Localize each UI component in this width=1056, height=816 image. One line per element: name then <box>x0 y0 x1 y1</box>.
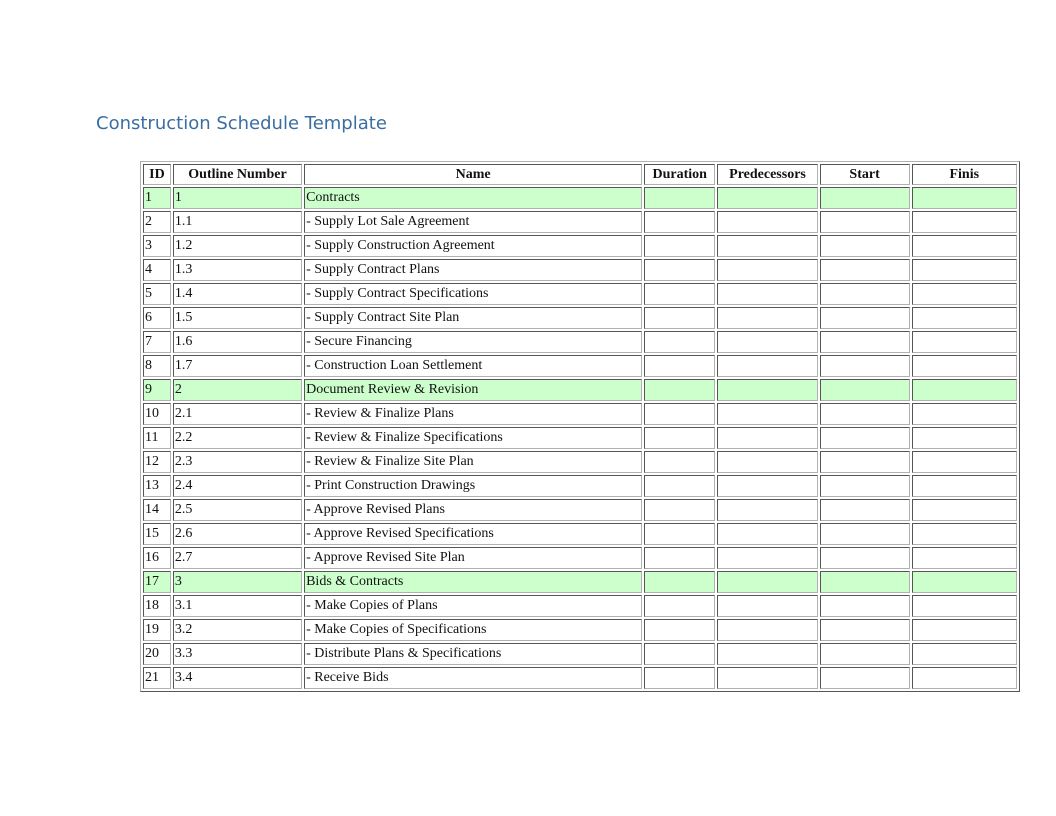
cell-id: 1 <box>143 187 171 209</box>
cell-finish <box>912 187 1017 209</box>
column-header-finish: Finis <box>912 164 1017 185</box>
cell-id: 17 <box>143 571 171 593</box>
task-row <box>143 619 1017 641</box>
cell-id: 11 <box>143 427 171 449</box>
cell-task-name: Bids & Contracts <box>304 571 642 593</box>
cell-predecessors <box>717 643 817 665</box>
cell-duration <box>644 427 715 449</box>
cell-duration <box>644 211 715 233</box>
cell-predecessors <box>717 595 817 617</box>
cell-predecessors <box>717 259 817 281</box>
cell-id: 5 <box>143 283 171 305</box>
cell-start <box>820 595 910 617</box>
task-row <box>143 259 1017 281</box>
cell-outline-number: 3.3 <box>173 643 302 665</box>
cell-duration <box>644 619 715 641</box>
cell-predecessors <box>717 355 817 377</box>
cell-task-name: - Supply Contract Plans <box>304 259 642 281</box>
column-header-name: Name <box>304 164 642 185</box>
task-row <box>143 595 1017 617</box>
cell-finish <box>912 451 1017 473</box>
task-row <box>143 523 1017 545</box>
cell-task-name: - Approve Revised Specifications <box>304 523 642 545</box>
cell-task-name: - Print Construction Drawings <box>304 475 642 497</box>
cell-outline-number: 3 <box>173 571 302 593</box>
cell-outline-number: 1.5 <box>173 307 302 329</box>
cell-id: 13 <box>143 475 171 497</box>
cell-predecessors <box>717 427 817 449</box>
cell-outline-number: 2.5 <box>173 499 302 521</box>
cell-outline-number: 2.4 <box>173 475 302 497</box>
cell-start <box>820 427 910 449</box>
page-title: Construction Schedule Template <box>96 113 387 134</box>
cell-predecessors <box>717 451 817 473</box>
cell-outline-number: 1 <box>173 187 302 209</box>
cell-start <box>820 571 910 593</box>
column-header-outline-number: Outline Number <box>173 164 302 185</box>
cell-outline-number: 2.6 <box>173 523 302 545</box>
cell-duration <box>644 595 715 617</box>
cell-finish <box>912 427 1017 449</box>
schedule-table <box>140 161 1020 692</box>
cell-task-name: - Distribute Plans & Specifications <box>304 643 642 665</box>
cell-task-name: - Supply Construction Agreement <box>304 235 642 257</box>
cell-outline-number: 2.1 <box>173 403 302 425</box>
cell-task-name: - Make Copies of Plans <box>304 595 642 617</box>
cell-duration <box>644 283 715 305</box>
cell-task-name: - Supply Contract Site Plan <box>304 307 642 329</box>
cell-finish <box>912 475 1017 497</box>
cell-task-name: Document Review & Revision <box>304 379 642 401</box>
cell-duration <box>644 235 715 257</box>
task-row <box>143 235 1017 257</box>
cell-predecessors <box>717 475 817 497</box>
cell-duration <box>644 331 715 353</box>
cell-id: 14 <box>143 499 171 521</box>
task-row <box>143 427 1017 449</box>
cell-outline-number: 1.2 <box>173 235 302 257</box>
cell-task-name: - Approve Revised Site Plan <box>304 547 642 569</box>
cell-start <box>820 307 910 329</box>
task-row <box>143 667 1017 689</box>
cell-outline-number: 1.6 <box>173 331 302 353</box>
cell-finish <box>912 619 1017 641</box>
task-row <box>143 403 1017 425</box>
cell-start <box>820 499 910 521</box>
cell-outline-number: 1.3 <box>173 259 302 281</box>
cell-id: 12 <box>143 451 171 473</box>
cell-duration <box>644 523 715 545</box>
cell-finish <box>912 283 1017 305</box>
cell-outline-number: 1.1 <box>173 211 302 233</box>
cell-start <box>820 379 910 401</box>
cell-start <box>820 643 910 665</box>
cell-id: 19 <box>143 619 171 641</box>
cell-id: 4 <box>143 259 171 281</box>
cell-finish <box>912 667 1017 689</box>
cell-finish <box>912 523 1017 545</box>
cell-predecessors <box>717 379 817 401</box>
cell-start <box>820 355 910 377</box>
cell-outline-number: 2 <box>173 379 302 401</box>
cell-start <box>820 667 910 689</box>
task-row <box>143 331 1017 353</box>
cell-start <box>820 619 910 641</box>
cell-finish <box>912 211 1017 233</box>
cell-predecessors <box>717 235 817 257</box>
cell-predecessors <box>717 187 817 209</box>
cell-predecessors <box>717 523 817 545</box>
cell-finish <box>912 355 1017 377</box>
cell-finish <box>912 403 1017 425</box>
cell-outline-number: 2.3 <box>173 451 302 473</box>
summary-task-row <box>143 187 1017 209</box>
cell-duration <box>644 499 715 521</box>
cell-finish <box>912 331 1017 353</box>
cell-task-name: - Supply Lot Sale Agreement <box>304 211 642 233</box>
cell-task-name: - Receive Bids <box>304 667 642 689</box>
cell-outline-number: 2.2 <box>173 427 302 449</box>
column-header-start: Start <box>820 164 910 185</box>
cell-id: 10 <box>143 403 171 425</box>
cell-finish <box>912 499 1017 521</box>
cell-outline-number: 3.4 <box>173 667 302 689</box>
cell-predecessors <box>717 571 817 593</box>
cell-start <box>820 235 910 257</box>
table-body <box>143 187 1017 689</box>
cell-outline-number: 2.7 <box>173 547 302 569</box>
cell-finish <box>912 571 1017 593</box>
cell-duration <box>644 187 715 209</box>
cell-finish <box>912 547 1017 569</box>
task-row <box>143 451 1017 473</box>
column-header-id: ID <box>143 164 171 185</box>
cell-start <box>820 259 910 281</box>
task-row <box>143 475 1017 497</box>
cell-start <box>820 187 910 209</box>
cell-predecessors <box>717 211 817 233</box>
column-header-duration: Duration <box>644 164 715 185</box>
summary-task-row <box>143 379 1017 401</box>
cell-start <box>820 547 910 569</box>
cell-duration <box>644 571 715 593</box>
cell-id: 3 <box>143 235 171 257</box>
task-row <box>143 499 1017 521</box>
cell-id: 8 <box>143 355 171 377</box>
cell-outline-number: 1.7 <box>173 355 302 377</box>
cell-finish <box>912 259 1017 281</box>
table-header-row <box>143 164 1017 185</box>
task-row <box>143 547 1017 569</box>
cell-task-name: - Supply Contract Specifications <box>304 283 642 305</box>
cell-task-name: - Construction Loan Settlement <box>304 355 642 377</box>
cell-predecessors <box>717 619 817 641</box>
cell-predecessors <box>717 283 817 305</box>
cell-finish <box>912 235 1017 257</box>
cell-duration <box>644 643 715 665</box>
cell-duration <box>644 307 715 329</box>
cell-task-name: Contracts <box>304 187 642 209</box>
cell-start <box>820 523 910 545</box>
cell-start <box>820 451 910 473</box>
cell-predecessors <box>717 667 817 689</box>
cell-duration <box>644 451 715 473</box>
cell-duration <box>644 403 715 425</box>
cell-id: 6 <box>143 307 171 329</box>
cell-id: 2 <box>143 211 171 233</box>
cell-start <box>820 403 910 425</box>
cell-predecessors <box>717 307 817 329</box>
cell-id: 16 <box>143 547 171 569</box>
cell-duration <box>644 379 715 401</box>
cell-duration <box>644 547 715 569</box>
cell-outline-number: 3.2 <box>173 619 302 641</box>
cell-id: 21 <box>143 667 171 689</box>
cell-id: 7 <box>143 331 171 353</box>
task-row <box>143 355 1017 377</box>
cell-id: 9 <box>143 379 171 401</box>
cell-id: 15 <box>143 523 171 545</box>
cell-id: 18 <box>143 595 171 617</box>
cell-id: 20 <box>143 643 171 665</box>
cell-duration <box>644 355 715 377</box>
cell-duration <box>644 475 715 497</box>
cell-finish <box>912 379 1017 401</box>
cell-task-name: - Review & Finalize Specifications <box>304 427 642 449</box>
cell-duration <box>644 667 715 689</box>
cell-predecessors <box>717 499 817 521</box>
cell-start <box>820 211 910 233</box>
cell-outline-number: 1.4 <box>173 283 302 305</box>
cell-predecessors <box>717 331 817 353</box>
cell-predecessors <box>717 547 817 569</box>
task-row <box>143 283 1017 305</box>
cell-predecessors <box>717 403 817 425</box>
cell-duration <box>644 259 715 281</box>
cell-task-name: - Review & Finalize Site Plan <box>304 451 642 473</box>
task-row <box>143 307 1017 329</box>
cell-task-name: - Secure Financing <box>304 331 642 353</box>
cell-task-name: - Review & Finalize Plans <box>304 403 642 425</box>
task-row <box>143 643 1017 665</box>
cell-start <box>820 331 910 353</box>
cell-start <box>820 283 910 305</box>
cell-finish <box>912 643 1017 665</box>
schedule-table-container <box>140 161 980 706</box>
cell-task-name: - Approve Revised Plans <box>304 499 642 521</box>
task-row <box>143 211 1017 233</box>
cell-finish <box>912 307 1017 329</box>
column-header-predecessors: Predecessors <box>717 164 817 185</box>
summary-task-row <box>143 571 1017 593</box>
cell-outline-number: 3.1 <box>173 595 302 617</box>
cell-task-name: - Make Copies of Specifications <box>304 619 642 641</box>
cell-finish <box>912 595 1017 617</box>
cell-start <box>820 475 910 497</box>
